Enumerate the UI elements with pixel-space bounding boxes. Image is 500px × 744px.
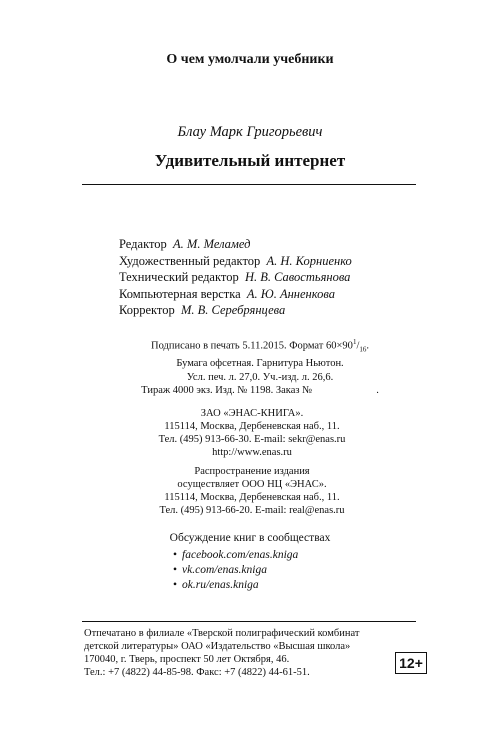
distribution-line: осуществляет ООО НЦ «ЭНАС». — [177, 479, 327, 490]
distribution-line: Распространение издания — [194, 466, 310, 477]
printer-line: детской литературы» ОАО «Издательство «Высшая школа» — [84, 641, 351, 652]
credit-role: Корректор — [119, 303, 175, 317]
publisher-name: ЗАО «ЭНАС-КНИГА». — [200, 408, 304, 419]
credit-name: М. В. Серебрянцева — [180, 303, 286, 317]
credit-line — [119, 253, 352, 270]
credit-name: А. Ю. Анненкова — [246, 286, 335, 301]
print-info — [120, 336, 400, 398]
credit-name: А. М. Меламед — [173, 237, 251, 251]
distribution-block — [140, 465, 364, 517]
distribution-contacts: Тел. (495) 913-66-20. E-mail: real@enas.ru — [159, 505, 345, 516]
credit-line — [119, 302, 352, 319]
printer-block — [84, 627, 384, 679]
credit-role: Художественный редактор — [119, 253, 261, 268]
social-links — [173, 548, 298, 593]
social-link: • ok.ru/enas.kniga — [173, 578, 298, 593]
printer-line: Тел.: +7 (4822) 44-85-98. Факс: +7 (4822) 44-61-51. — [84, 667, 310, 678]
book-title: Удивительный интернет — [154, 151, 346, 170]
credit-name: А. Н. Корниенко — [266, 253, 352, 268]
credit-line — [119, 236, 352, 253]
publisher-website: http://www.enas.ru — [212, 447, 292, 458]
publisher-address: 115114, Москва, Дербеневская наб., 11. — [164, 421, 340, 432]
format-fraction-sub: 16 — [359, 345, 367, 354]
print-circulation: Тираж 4000 экз. Изд. № 1198. Заказ № . — [141, 385, 379, 397]
credit-name: Н. В. Савостьянова — [244, 270, 351, 284]
print-signed: Подписано в печать 5.11.2015. Формат $60\times 90^1/_{16}$. — [151, 338, 369, 354]
age-rating-badge: 12+ — [395, 652, 427, 674]
printer-line: 170040, г. Тверь, проспект 50 лет Октября, 46. — [84, 654, 290, 665]
credit-line — [119, 286, 352, 303]
divider-top — [82, 184, 416, 185]
divider-bottom — [82, 621, 416, 622]
publisher-contacts: Тел. (495) 913-66-30. E-mail: sekr@enas.ru — [158, 434, 346, 445]
credit-role: Редактор — [119, 237, 167, 251]
series-title: О чем умолчали учебники — [166, 52, 334, 67]
author-name: Блау Марк Григорьевич — [177, 124, 323, 140]
print-paper: Бумага офсетная. Гарнитура Ньютон. — [176, 358, 344, 370]
credit-role: Технический редактор — [119, 270, 239, 284]
social-link: • vk.com/enas.kniga — [173, 563, 298, 578]
credit-line — [119, 269, 352, 286]
social-heading: Обсуждение книг в сообществах — [169, 532, 331, 544]
print-sheets: Усл. печ. л. 27,0. Уч.-изд. л. 26,6. — [186, 371, 334, 383]
credits-block — [119, 236, 352, 319]
social-link: • facebook.com/enas.kniga — [173, 548, 298, 563]
credit-role: Компьютерная верстка — [119, 286, 241, 301]
publisher-block — [140, 407, 364, 459]
distribution-address: 115114, Москва, Дербеневская наб., 11. — [164, 492, 340, 503]
printer-line: Отпечатано в филиале «Тверской полиграфический комбинат — [84, 628, 360, 639]
format-fraction-sup: 1 — [352, 338, 357, 346]
